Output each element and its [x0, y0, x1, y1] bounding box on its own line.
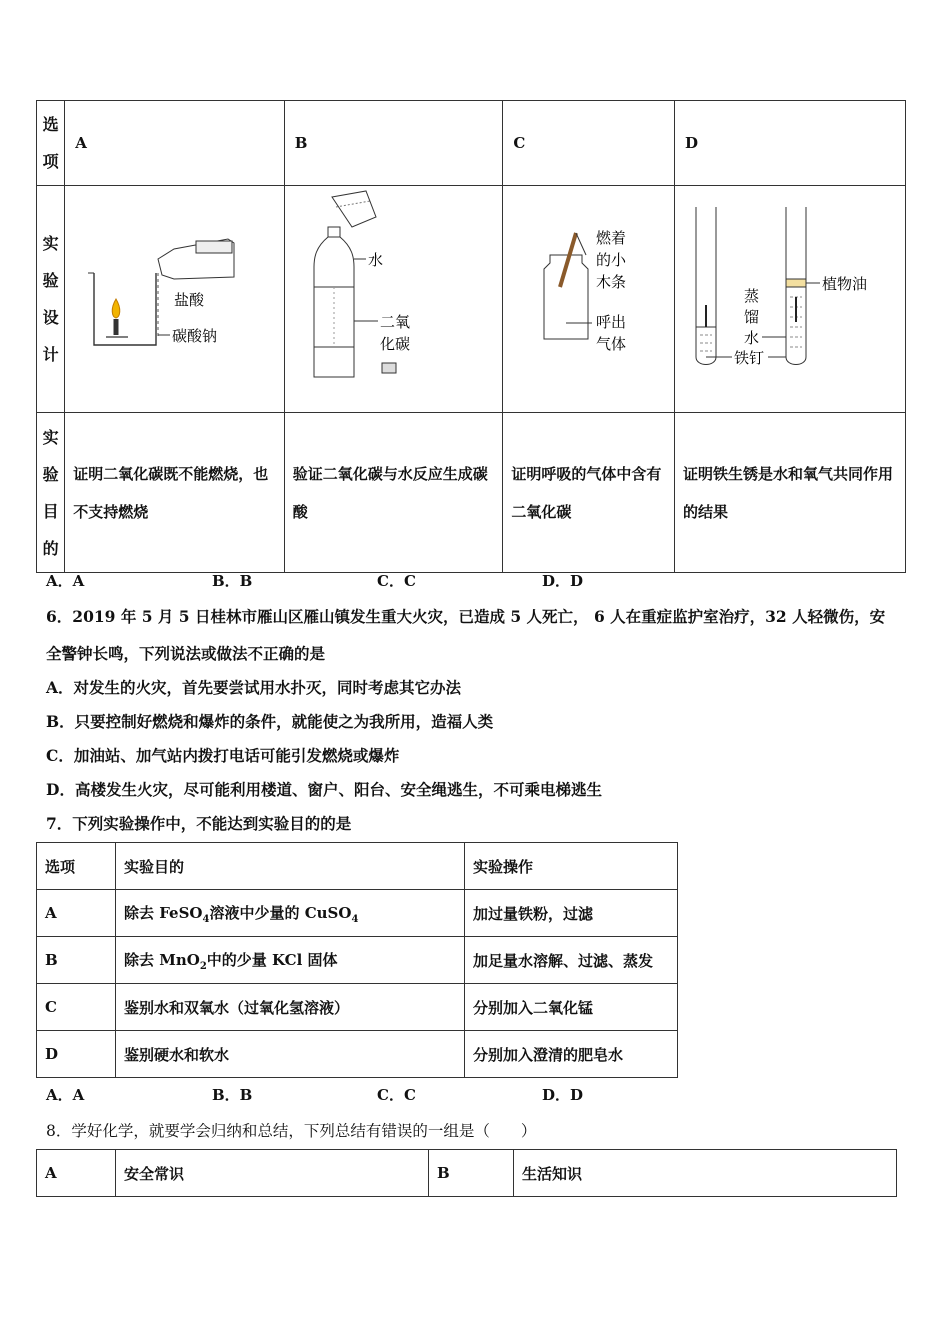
q7-answer-options [0, 1084, 950, 1104]
figure-a [65, 186, 285, 413]
purpose-c: 证明呼吸的气体中含有二氧化碳 [503, 413, 675, 573]
row-label-purpose: 实验目的 [37, 413, 65, 573]
label-co2-l2: 化碳 [379, 335, 410, 353]
q7-cell-operation: 分别加入澄清的肥皂水 [465, 1031, 678, 1078]
q7-cell-option: C [37, 984, 116, 1031]
figure-c [503, 186, 675, 413]
q8-stem: 8．学好化学，就要学会归纳和总结，下列总结有错误的一组是（ ） [46, 1122, 537, 1140]
q5-answer-options [0, 570, 950, 590]
label-water-1: 蒸 [744, 287, 760, 305]
q8-cell-safety: 安全常识 [116, 1150, 429, 1197]
col-header-c: C [503, 101, 675, 186]
q8-cell-a: A [37, 1150, 116, 1197]
label-oil: 植物油 [822, 275, 868, 293]
figure-c-bottle-stick [504, 187, 670, 407]
q7-cell-option: B [37, 937, 116, 984]
q7-cell-purpose: 除去 MnO$_2$中的少量 KCl 固体 [116, 937, 465, 984]
label-nail: 铁钉 [734, 349, 765, 367]
label-breath-l2: 气体 [596, 335, 627, 353]
q7-header-operation: 实验操作 [465, 843, 678, 890]
q7-stem: 7．下列实验操作中，不能达到实验目的的是 [46, 814, 352, 833]
q6-stem-line1: 6．2019 年 5 月 5 日桂林市雁山区雁山镇发生重大火灾，已造成 5 人死亡， 6 人在重症监护室治疗，32 人轻微伤，安 [46, 607, 886, 626]
figure-d [675, 186, 906, 413]
answer-a[interactable]: A．A [46, 572, 85, 590]
table-row [37, 1031, 678, 1078]
q7-cell-purpose: 鉴别水和双氧水（过氧化氢溶液） [116, 984, 465, 1031]
figure-b-bottle [286, 187, 499, 407]
q7-cell-operation: 分别加入二氧化锰 [465, 984, 678, 1031]
answer-d[interactable]: D．D [542, 572, 584, 590]
q6-option-c[interactable]: C．加油站、加气站内拨打电话可能引发燃烧或爆炸 [46, 746, 400, 765]
answer-b[interactable]: B．B [212, 1086, 253, 1104]
answer-a[interactable]: A．A [46, 1086, 85, 1104]
col-header-d: D [675, 101, 906, 186]
q7-cell-purpose: 鉴别硬水和软水 [116, 1031, 465, 1078]
purpose-b: 验证二氧化碳与水反应生成碳酸 [284, 413, 503, 573]
answer-b[interactable]: B．B [212, 572, 253, 590]
label-salt: 碳酸钠 [172, 327, 218, 345]
label-co2-l1: 二氧 [379, 313, 410, 331]
label-water: 水 [367, 251, 383, 269]
label-stick-l2: 的小 [596, 251, 627, 269]
col-header-b: B [284, 101, 503, 186]
label-breath-l1: 呼出 [596, 313, 627, 331]
table-row [37, 984, 678, 1031]
figure-a-beaker-candle [66, 187, 280, 407]
label-stick-l1: 燃着 [596, 229, 627, 247]
label-water-2: 馏 [744, 308, 760, 326]
label-stick-l3: 木条 [596, 273, 627, 291]
q7-header-option: 选项 [37, 843, 116, 890]
q7-header-purpose: 实验目的 [116, 843, 465, 890]
figure-d-test-tubes [676, 187, 904, 407]
q7-cell-option: A [37, 890, 116, 937]
q8-table [36, 1149, 897, 1197]
q7-cell-purpose: 除去 FeSO$_4$溶液中少量的 CuSO$_4$ [116, 890, 465, 937]
q8-cell-b: B [429, 1150, 514, 1197]
q7-cell-option: D [37, 1031, 116, 1078]
row-label-option: 选项 [37, 101, 65, 186]
figure-b [284, 186, 503, 413]
col-header-a: A [65, 101, 285, 186]
label-acid: 盐酸 [174, 291, 205, 309]
q7-cell-operation: 加足量水溶解、过滤、蒸发 [465, 937, 678, 984]
row-label-design: 实验设计 [37, 186, 65, 413]
label-water-3: 水 [744, 329, 760, 347]
q5-table [36, 100, 906, 573]
q6-stem-line2: 全警钟长鸣，下列说法或做法不正确的是 [46, 644, 326, 663]
q6-option-a[interactable]: A．对发生的火灾，首先要尝试用水扑灭，同时考虑其它办法 [46, 678, 462, 697]
table-row [37, 890, 678, 937]
answer-c[interactable]: C．C [377, 572, 416, 590]
purpose-a: 证明二氧化碳既不能燃烧，也不支持燃烧 [65, 413, 285, 573]
table-row [37, 937, 678, 984]
q7-table [36, 842, 678, 1078]
answer-d[interactable]: D．D [542, 1086, 584, 1104]
q6-option-b[interactable]: B．只要控制好燃烧和爆炸的条件，就能使之为我所用，造福人类 [46, 712, 494, 731]
q7-cell-operation: 加过量铁粉，过滤 [465, 890, 678, 937]
q8-cell-life: 生活知识 [514, 1150, 897, 1197]
answer-c[interactable]: C．C [377, 1086, 416, 1104]
q6-option-d[interactable]: D．高楼发生火灾，尽可能利用楼道、窗户、阳台、安全绳逃生，不可乘电梯逃生 [46, 780, 602, 799]
purpose-d: 证明铁生锈是水和氧气共同作用的结果 [675, 413, 906, 573]
